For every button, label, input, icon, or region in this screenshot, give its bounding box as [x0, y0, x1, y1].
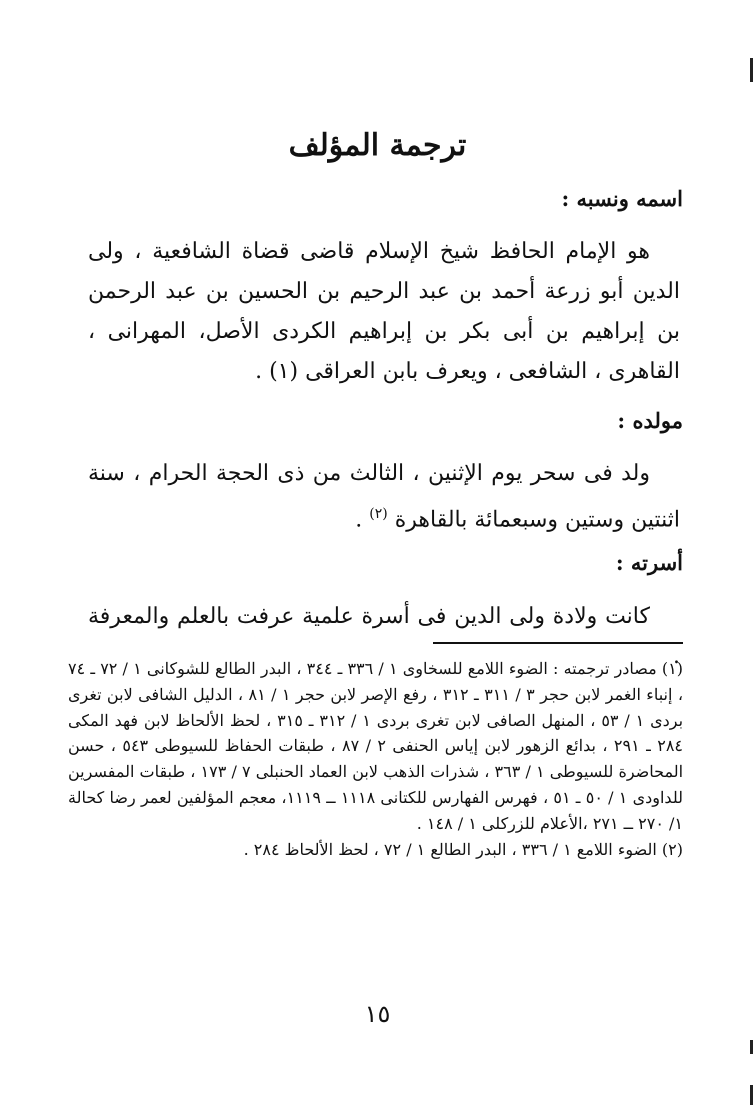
section-heading-name-lineage: اسمه ونسبه : — [561, 186, 683, 211]
footnote-marker: (١) — [661, 659, 684, 678]
page-number: ١٥ — [364, 1000, 391, 1028]
paragraph-end: . — [355, 507, 370, 533]
paragraph-text: هو الإمام الحافظ شيخ الإسلام قاضى قضاة الشافعية ، ولى الدين أبو زرعة أحمد بن عبد الرحيم بن الحسين بن عبد الرحمن بن إبراهيم بن أبى بكر بن إبراهيم الكردى الأصل، المهرانى ، القاهرى ، الشافعى ، ويعرف بابن العراقى (١) . — [88, 239, 680, 384]
footnote-1 — [68, 656, 683, 837]
footnote-text: مصادر ترجمته : الضوء اللامع للسخاوى ١ / ٣٣٦ ـ ٣٤٤ ، البدر الطالع للشوكانى ١ / ٧٢ ـ ٧٤ ، إنباء الغمر لابن حجر ٣ / ٣١١ ـ ٣١٢ ، رفع الإصر لابن حجر ١ / ٨١ ، الدليل الشافى لابن تغرى بردى ١ / ٥٣ ، المنهل الصافى لابن تغرى بردى ١ / ٣١٢ ـ ٣١٥ ، لحظ الألحاظ لابن فهد المكى ٢٨٤ ـ ٢٩١ ، بدائع الزهور لابن إياس الحنفى ٢ / ٨٧ ، طبقات الحفاظ للسيوطى ٥٤٣ ، حسن المحاضرة للسيوطى ١ / ٣٦٣ ، شذرات الذهب لابن العماد الحنبلى ٧ / ١٧٣ ، طبقات المفسرين للداودى ١ / ٥٠ ـ ٥١ ، فهرس الفهارس للكتانى ١١١٨ ــ ١١١٩، معجم المؤلفين لعمر رضا كحالة ١/ ٢٧٠ ــ ٢٧١ ،الأعلام للزركلى ١ / ١٤٨ . — [68, 659, 684, 833]
scan-edge-mark — [750, 58, 753, 82]
scan-edge-mark — [750, 1040, 753, 1054]
footnotes — [68, 656, 683, 862]
section-paragraph-birth — [88, 454, 680, 540]
footnote-separator — [433, 642, 683, 644]
page-title: ترجمة المؤلف — [288, 128, 467, 163]
section-paragraph-name-lineage — [88, 232, 680, 392]
paragraph-text: كانت ولادة ولى الدين فى أسرة علمية عرفت بالعلم والمعرفة . — [88, 604, 680, 669]
footnote-marker: (٢) — [661, 839, 683, 859]
section-heading-family: أسرته : — [615, 550, 683, 575]
footnote-reference: (٢) — [369, 506, 388, 522]
paragraph-text: ولد فى سحر يوم الإثنين ، الثالث من ذى الحجة الحرام ، سنة اثنتين وستين وسبعمائة بالقاهرة — [88, 461, 680, 533]
section-heading-birth: مولده : — [617, 408, 683, 433]
scan-edge-mark — [750, 1085, 753, 1105]
footnote-text: الضوء اللامع ١ / ٣٣٦ ، البدر الطالع ١ / ٧٢ ، لحظ الألحاظ ٢٨٤ . — [243, 839, 657, 859]
footnote-2 — [68, 837, 683, 863]
